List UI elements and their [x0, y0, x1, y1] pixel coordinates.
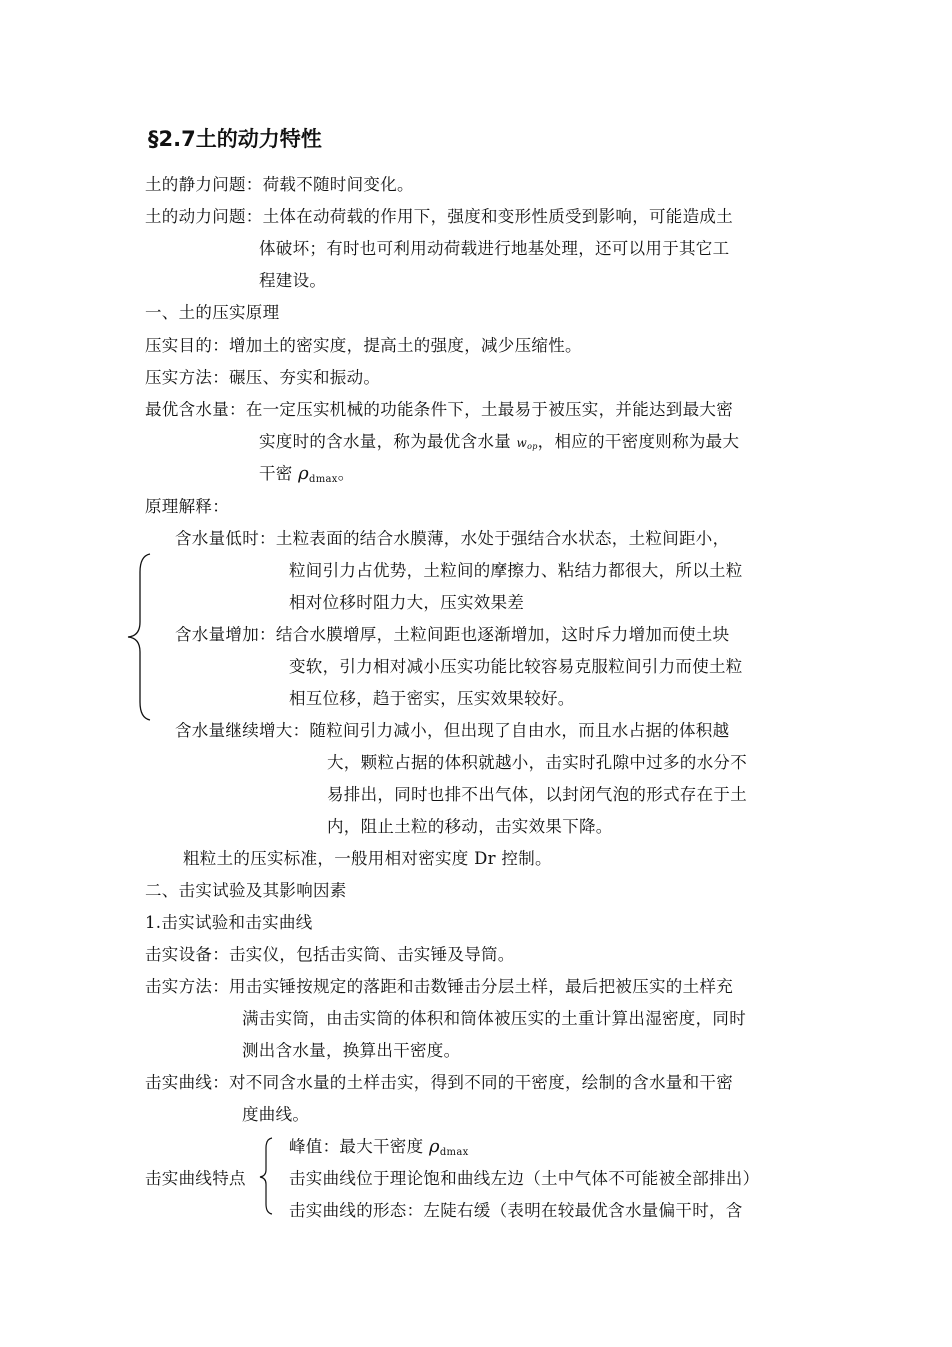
- optimum-moisture-line-3: [259, 463, 355, 491]
- coarse-soil-note: 粗粒土的压实标准，一般用相对密实度 Dr 控制。: [183, 849, 552, 868]
- low-moisture-text-2: 粒间引力占优势，土粒间的摩擦力、粘结力都很大，所以土粒: [289, 561, 743, 580]
- increase-moisture-line-1: [175, 624, 729, 646]
- test-method-text-2: 满击实筒，由击实筒的体积和筒体被压实的土重计算出湿密度，同时: [242, 1009, 746, 1028]
- feature-shape-line: 击实曲线的形态：左陡右缓（表明在较最优含水量偏干时，含: [289, 1201, 743, 1220]
- dynamic-problem-line-1: [145, 206, 733, 228]
- rho-dmax-symbol: ρ: [298, 463, 310, 484]
- low-moisture-text-1: 土粒表面的结合水膜薄，水处于强结合水状态，土粒间距小，: [275, 529, 730, 548]
- compaction-purpose-line: [145, 335, 582, 357]
- further-moisture-line-1: [175, 720, 729, 742]
- curve-label: 击实曲线：: [145, 1073, 229, 1092]
- static-problem-label: 土的静力问题：: [145, 175, 263, 194]
- curve-text-1: 对不同含水量的土样击实，得到不同的干密度，绘制的含水量和干密: [229, 1073, 733, 1092]
- section2-heading: 二、击实试验及其影响因素: [145, 881, 347, 900]
- section1-heading: 一、土的压实原理: [145, 303, 280, 322]
- optimum-moisture-text-3a: 干密: [259, 464, 293, 483]
- optimum-moisture-line-1: [145, 399, 733, 421]
- optimum-moisture-text-2a: 实度时的含水量，称为最优含水量: [259, 432, 511, 451]
- compaction-method-text: 碾压、夯实和振动。: [229, 368, 381, 387]
- features-brace: [258, 1136, 276, 1216]
- dynamic-problem-text-3: 程建设。: [259, 271, 327, 290]
- feature-peak-line: [289, 1136, 469, 1164]
- feature-peak-rho-subscript: dmax: [439, 1147, 469, 1158]
- static-problem-line: [145, 174, 414, 196]
- increase-moisture-text-3: 相互位移，趋于密实，压实效果较好。: [289, 689, 575, 708]
- increase-moisture-label: 含水量增加：: [175, 625, 276, 644]
- static-problem-text: 荷载不随时间变化。: [262, 175, 414, 194]
- curve-line-1: [145, 1072, 733, 1094]
- further-moisture-label: 含水量继续增大：: [175, 721, 310, 740]
- compaction-method-line: [145, 367, 380, 389]
- dynamic-problem-label: 土的动力问题：: [145, 207, 263, 226]
- further-moisture-text-2: 大，颗粒占据的体积就越小，击实时孔隙中过多的水分不: [327, 753, 747, 772]
- increase-moisture-text-1: 结合水膜增厚，土粒间距也逐渐增加，这时斥力增加而使土块: [275, 625, 730, 644]
- compaction-method-label: 压实方法：: [145, 368, 229, 387]
- further-moisture-text-3: 易排出，同时也排不出气体，以封闭气泡的形式存在于土: [327, 785, 747, 804]
- section-title: §2.7土的动力特性: [148, 127, 322, 151]
- compaction-purpose-text: 增加土的密实度，提高土的强度，减少压缩性。: [229, 336, 582, 355]
- optimum-moisture-text-3b: 。: [337, 464, 355, 483]
- dynamic-problem-text-1: 土体在动荷载的作用下，强度和变形性质受到影响，可能造成土: [262, 207, 734, 226]
- low-moisture-line-1: [175, 528, 729, 550]
- wop-symbol: w: [516, 436, 528, 450]
- test-method-text-3: 测出含水量，换算出干密度。: [242, 1041, 461, 1060]
- optimum-moisture-line-2: [259, 431, 739, 458]
- section2-subheading: 1.击实试验和击实曲线: [145, 913, 313, 932]
- further-moisture-text-1: 随粒间引力减小，但出现了自由水，而且水占据的体积越: [309, 721, 730, 740]
- increase-moisture-text-2: 变软，引力相对减小压实功能比较容易克服粒间引力而使土粒: [289, 657, 743, 676]
- test-method-line-1: [145, 976, 733, 998]
- compaction-purpose-label: 压实目的：: [145, 336, 229, 355]
- further-moisture-text-4: 内，阻止土粒的移动，击实效果下降。: [327, 817, 613, 836]
- optimum-moisture-text-2b: ，相应的干密度则称为最大: [537, 432, 740, 451]
- low-moisture-label: 含水量低时：: [175, 529, 276, 548]
- principle-label: 原理解释：: [145, 497, 229, 516]
- feature-saturation-line: 击实曲线位于理论饱和曲线左边（土中气体不可能被全部排出）: [289, 1169, 760, 1188]
- curve-features-label: 击实曲线特点: [145, 1169, 246, 1188]
- test-method-text-1: 用击实锤按规定的落距和击数锤击分层土样，最后把被压实的土样充: [229, 977, 733, 996]
- feature-peak-rho-symbol: ρ: [428, 1136, 440, 1157]
- optimum-moisture-label: 最优含水量：: [145, 400, 246, 419]
- curve-text-2: 度曲线。: [242, 1105, 310, 1124]
- rho-dmax-subscript: dmax: [309, 474, 338, 485]
- optimum-moisture-text-1: 在一定压实机械的功能条件下，土最易于被压实，并能达到最大密: [245, 400, 734, 419]
- low-moisture-text-3: 相对位移时阻力大，压实效果差: [289, 593, 525, 612]
- test-method-label: 击实方法：: [145, 977, 229, 996]
- feature-peak-text: 峰值：最大干密度: [289, 1137, 424, 1156]
- wop-subscript: op: [527, 442, 538, 451]
- principle-brace: [124, 552, 154, 722]
- compaction-equipment-label: 击实设备：: [145, 945, 229, 964]
- compaction-equipment-text: 击实仪，包括击实筒、击实锤及导筒。: [229, 945, 515, 964]
- compaction-equipment-line: [145, 944, 515, 966]
- dynamic-problem-text-2: 体破坏；有时也可利用动荷载进行地基处理，还可以用于其它工: [259, 239, 730, 258]
